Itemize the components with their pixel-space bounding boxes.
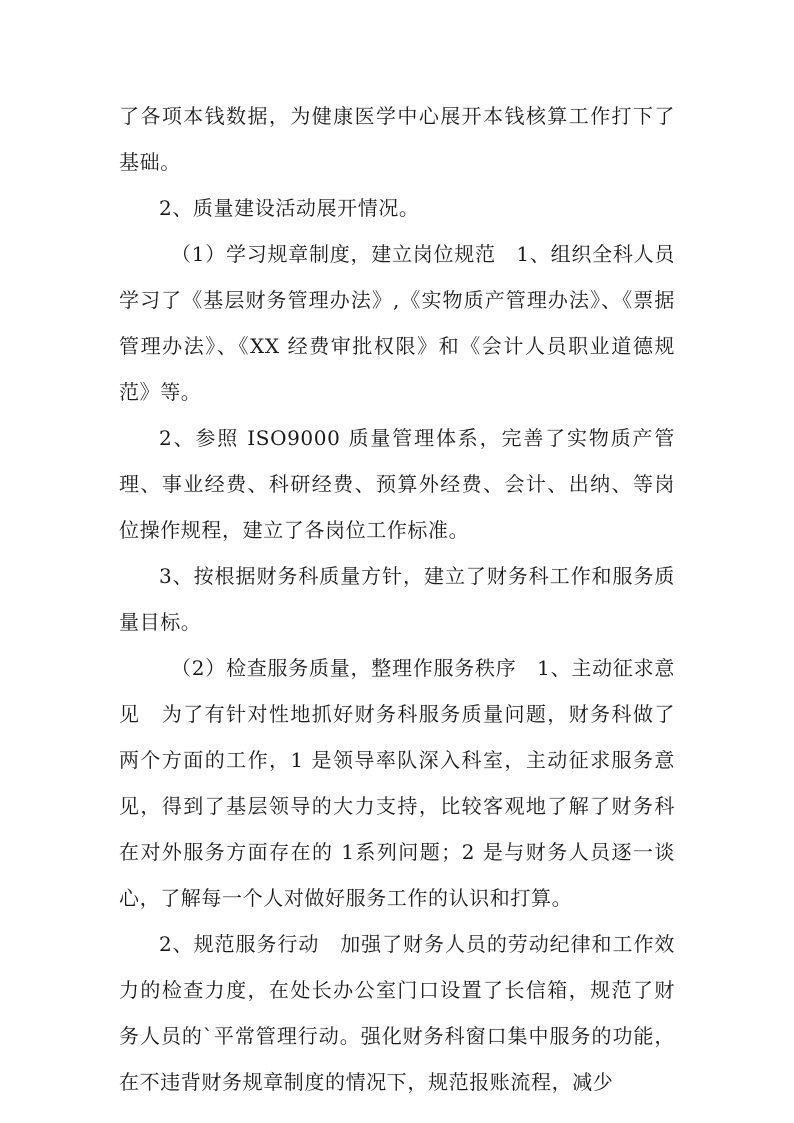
paragraph-check-service-quality: （2）检查服务质量，整理作服务秩序 1、主动征求意见 为了有针对性地抓好财务科服务质量问题，财务科做了两个方面的工作，1 是领导率队深入科室，主动征求服务意见，得到了基层领导的大力支持，比较客观地了解了财务科在对外服务方面存在的 1系列问题；2 是与财务人员逐一谈心，了解每一个人对做好服务工作的认识和打算。 [119, 656, 675, 910]
paragraph-standardize-service: 2、规范服务行动 加强了财务人员的劳动纪律和工作效力的检查力度，在处长办公室门口设置了长信箱，规范了财务人员的`平常管理行动。强化财务科窗口集中服务的功能，在不违背财务规章制度的情况下，规范报账流程，减少 [119, 932, 675, 1094]
paragraph-cost-data: 了各项本钱数据，为健康医学中心展开本钱核算工作打下了基础。 [119, 104, 675, 174]
document-body [119, 93, 675, 1105]
paragraph-quality-goals: 3、按根据财务科质量方针，建立了财务科工作和服务质量目标。 [119, 564, 675, 634]
paragraph-study-regulations: （1）学习规章制度，建立岗位规范 1、组织全科人员学习了《基层财务管理办法》,《实物质产管理办法》、《票据管理办法》、《XX 经费审批权限》和《会计人员职业道德规范》等。 [119, 242, 675, 404]
paragraph-iso9000: 2、参照 ISO9000 质量管理体系，完善了实物质产管理、事业经费、科研经费、预算外经费、会计、出纳、等岗位操作规程，建立了各岗位工作标准。 [119, 426, 675, 542]
paragraph-quality-activities-heading: 2、质量建设活动展开情况。 [159, 196, 420, 220]
